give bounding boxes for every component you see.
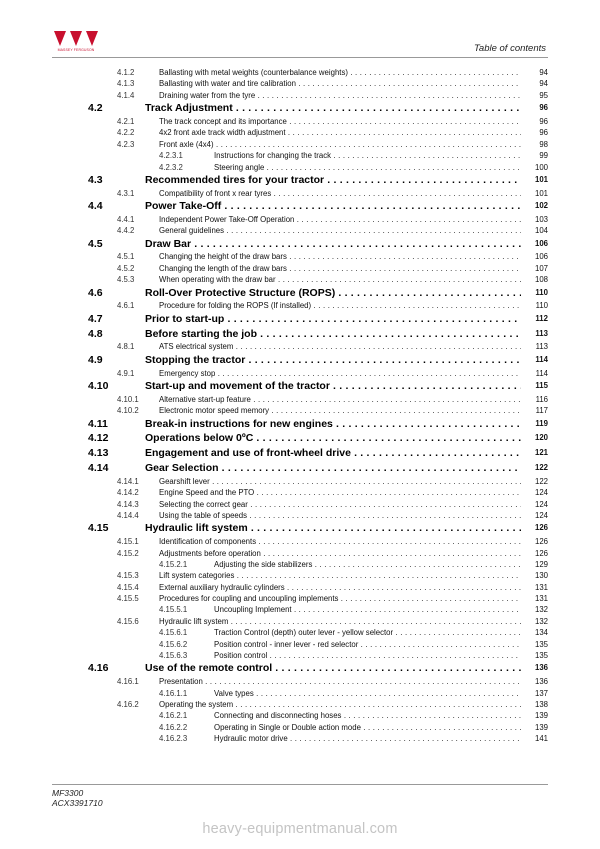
toc-entry-page: 95 <box>539 90 548 100</box>
toc-entry-title: Front axle (4x4) . . . <box>159 139 521 150</box>
toc-entry-title: Independent Power Take-Off Operation . . . <box>159 214 521 225</box>
toc-entry-page: 126 <box>534 537 548 547</box>
toc-entry-page: 96 <box>539 116 548 126</box>
toc-entry[interactable] <box>0 173 600 188</box>
toc-entry-page: 139 <box>534 722 548 732</box>
footer-divider <box>52 784 548 785</box>
toc-entry-title: Uncoupling Implement . . . <box>214 604 521 615</box>
toc-entry-page: 131 <box>534 594 548 604</box>
toc-entry-title: Changing the length of the draw bars . . . <box>159 263 521 274</box>
toc-entry-title: Stopping the tractor . . . <box>145 353 521 368</box>
toc-entry-title: Hydraulic lift system . . . <box>159 616 521 627</box>
toc-entry[interactable] <box>0 90 600 101</box>
toc-entry-title: Ballasting with metal weights (counterbalance weights) . . . <box>159 67 521 78</box>
toc-entry-title: Lift system categories . . . <box>159 570 521 581</box>
toc-entry-title: Recommended tires for your tractor . . . <box>145 173 521 188</box>
toc-entry-title: Gear Selection . . . <box>145 461 521 476</box>
toc-entry-number: 4.9.1 <box>117 368 135 378</box>
toc-entry-number: 4.14.2 <box>117 488 139 498</box>
toc-entry-number: 4.14.1 <box>117 476 139 486</box>
toc-entry[interactable] <box>0 559 600 570</box>
toc-entry[interactable] <box>0 616 600 627</box>
toc-entry[interactable] <box>0 263 600 274</box>
toc-entry-title: Engagement and use of front-wheel drive . . . <box>145 446 521 461</box>
toc-entry[interactable] <box>0 251 600 262</box>
toc-entry[interactable] <box>0 225 600 236</box>
toc-entry-number: 4.4 <box>88 200 103 213</box>
brand-logo-text: MASSEY FERGUSON <box>57 48 95 52</box>
toc-entry-number: 4.7 <box>88 312 103 325</box>
toc-entry-number: 4.10.2 <box>117 406 139 416</box>
toc-entry[interactable] <box>0 286 600 301</box>
toc-entry-page: 106 <box>534 252 548 262</box>
toc-entry-title: Electronic motor speed memory . . . <box>159 405 521 416</box>
toc-entry-title: Ballasting with water and tire calibration . . . <box>159 78 521 89</box>
toc-entry-page: 114 <box>535 368 548 378</box>
toc-entry-number: 4.15.6 <box>117 616 139 626</box>
toc-entry[interactable] <box>0 379 600 394</box>
toc-entry[interactable] <box>0 476 600 487</box>
toc-entry-title: Adjustments before operation . . . <box>159 548 521 559</box>
toc-entry-title: Instructions for changing the track . . . <box>214 150 521 161</box>
toc-entry-title: Position control . . . <box>214 650 521 661</box>
toc-entry-number: 4.5 <box>88 237 103 250</box>
toc-entry[interactable] <box>0 417 600 432</box>
toc-entry-title: Break-in instructions for new engines . . . <box>145 417 521 432</box>
toc-entry[interactable] <box>0 499 600 510</box>
toc-entry-title: Use of the remote control . . . <box>145 661 521 676</box>
toc-entry[interactable] <box>0 722 600 733</box>
toc-entry-title: Adjusting the side stabilizers . . . <box>214 559 521 570</box>
toc-entry-number: 4.15.1 <box>117 537 139 547</box>
toc-entry-title: 4x2 front axle track width adjustment . . . <box>159 127 521 138</box>
toc-entry-title: Position control - inner lever - red selector . . . <box>214 639 521 650</box>
toc-entry-number: 4.15.2 <box>117 548 139 558</box>
toc-entry-number: 4.5.3 <box>117 275 135 285</box>
toc-entry-page: 101 <box>534 174 548 184</box>
toc-entry-page: 122 <box>534 476 548 486</box>
toc-entry[interactable] <box>0 341 600 352</box>
toc-entry-title: Before starting the job . . . <box>145 327 521 342</box>
toc-entry-title: Presentation . . . <box>159 676 521 687</box>
toc-entry-page: 129 <box>534 559 548 569</box>
toc-entry-page: 138 <box>534 700 548 710</box>
toc-entry[interactable] <box>0 139 600 150</box>
toc-entry[interactable] <box>0 312 600 327</box>
footer-model: MF3300 <box>52 788 84 798</box>
toc-entry-page: 113 <box>535 342 548 352</box>
page-header-title: Table of contents <box>473 43 546 54</box>
toc-entry-page: 137 <box>534 688 548 698</box>
toc-entry[interactable] <box>0 199 600 214</box>
toc-entry-title: When operating with the draw bar . . . <box>159 274 521 285</box>
toc-entry-number: 4.12 <box>88 432 109 445</box>
toc-entry-number: 4.5.2 <box>117 263 135 273</box>
toc-entry[interactable] <box>0 237 600 252</box>
toc-entry-page: 136 <box>534 677 548 687</box>
toc-entry-number: 4.13 <box>88 447 109 460</box>
toc-entry-number: 4.16.2.2 <box>159 722 188 732</box>
toc-entry-title: Start-up and movement of the tractor . . . <box>145 379 521 394</box>
toc-entry-page: 131 <box>534 582 548 592</box>
toc-entry-page: 99 <box>539 151 548 161</box>
toc-entry-page: 116 <box>535 394 548 404</box>
toc-entry[interactable] <box>0 116 600 127</box>
toc-entry-number: 4.15.6.2 <box>159 639 188 649</box>
toc-entry-number: 4.1.2 <box>117 68 135 77</box>
toc-entry[interactable] <box>0 710 600 721</box>
toc-entry-title: Draining water from the tyre . . . <box>159 90 521 101</box>
toc-entry-title: Hydraulic motor drive . . . <box>214 733 521 744</box>
toc-entry[interactable] <box>0 510 600 521</box>
toc-entry-page: 113 <box>535 328 548 338</box>
toc-entry[interactable] <box>0 431 600 446</box>
toc-entry-title: Using the table of speeds . . . <box>159 510 521 521</box>
toc-entry-number: 4.15.6.1 <box>159 628 188 638</box>
toc-entry-number: 4.2 <box>88 102 103 115</box>
toc-entry-number: 4.15.3 <box>117 571 139 581</box>
toc-entry-page: 96 <box>539 128 548 138</box>
toc-entry[interactable] <box>0 536 600 547</box>
toc-entry-number: 4.16.2.3 <box>159 734 188 744</box>
toc-entry[interactable] <box>0 274 600 285</box>
toc-entry[interactable] <box>0 604 600 615</box>
toc-entry-title: Emergency stop . . . <box>159 368 521 379</box>
toc-entry-number: 4.16.2.1 <box>159 711 188 721</box>
toc-entry[interactable] <box>0 650 600 661</box>
toc-entry-number: 4.15.5 <box>117 594 139 604</box>
toc-entry-number: 4.10.1 <box>117 394 139 404</box>
toc-entry-page: 115 <box>535 381 548 391</box>
toc-entry-title: Selecting the correct gear . . . <box>159 499 521 510</box>
toc-entry-number: 4.14.4 <box>117 510 139 520</box>
toc-entry-page: 100 <box>534 162 548 172</box>
toc-entry[interactable] <box>0 78 600 89</box>
toc-entry-title: General guidelines . . . <box>159 225 521 236</box>
toc-entry-page: 110 <box>535 301 548 311</box>
toc-entry-number: 4.4.1 <box>117 214 135 224</box>
toc-entry-number: 4.15.2.1 <box>159 559 188 569</box>
toc-entry-page: 103 <box>534 214 548 224</box>
toc-entry-page: 135 <box>534 651 548 661</box>
toc-entry[interactable] <box>0 570 600 581</box>
toc-entry-page: 102 <box>534 201 548 211</box>
toc-entry-title: Gearshift lever . . . <box>159 476 521 487</box>
toc-entry-number: 4.16.1 <box>117 677 139 687</box>
toc-entry-title: ATS electrical system . . . <box>159 341 521 352</box>
toc-entry-title: Operating in Single or Double action mode . . . <box>214 722 521 733</box>
toc-entry-title: Roll-Over Protective Structure (ROPS) . . . <box>145 286 521 301</box>
toc-entry-number: 4.8 <box>88 327 103 340</box>
toc-entry-number: 4.16.1.1 <box>159 688 188 698</box>
toc-entry-number: 4.15.4 <box>117 582 139 592</box>
toc-entry-page: 98 <box>539 139 548 149</box>
table-of-contents <box>0 67 600 745</box>
toc-entry[interactable] <box>0 688 600 699</box>
toc-entry-title: Compatibility of front x rear tyres . . . <box>159 188 521 199</box>
toc-entry-title: Hydraulic lift system . . . <box>145 521 521 536</box>
toc-entry-page: 101 <box>534 188 548 198</box>
toc-entry-page: 114 <box>535 354 548 364</box>
toc-entry-page: 126 <box>534 523 548 533</box>
toc-entry-page: 134 <box>534 628 548 638</box>
toc-entry-number: 4.3.1 <box>117 188 135 198</box>
toc-entry-page: 132 <box>534 616 548 626</box>
toc-entry-page: 112 <box>535 313 548 323</box>
toc-entry-number: 4.8.1 <box>117 342 135 352</box>
toc-entry-page: 136 <box>534 663 548 673</box>
toc-entry[interactable] <box>0 446 600 461</box>
toc-entry-number: 4.1.4 <box>117 90 135 100</box>
toc-entry[interactable] <box>0 67 600 78</box>
toc-entry-number: 4.2.3.2 <box>159 162 183 172</box>
toc-entry-page: 106 <box>534 238 548 248</box>
toc-entry[interactable] <box>0 521 600 536</box>
toc-entry-number: 4.15.5.1 <box>159 605 188 615</box>
toc-entry-number: 4.2.3.1 <box>159 151 183 161</box>
toc-entry-title: Procedure for folding the ROPS (If installed) . . . <box>159 300 521 311</box>
toc-entry-title: Connecting and disconnecting hoses . . . <box>214 710 521 721</box>
header-divider <box>52 57 548 58</box>
toc-entry-page: 108 <box>534 275 548 285</box>
toc-entry[interactable] <box>0 582 600 593</box>
toc-entry[interactable] <box>0 733 600 744</box>
toc-entry[interactable] <box>0 214 600 225</box>
toc-entry-page: 122 <box>534 462 548 472</box>
toc-entry-page: 117 <box>535 406 548 416</box>
toc-entry-page: 139 <box>534 711 548 721</box>
toc-entry-number: 4.14 <box>88 461 109 474</box>
toc-entry-title: Alternative start-up feature . . . <box>159 394 521 405</box>
toc-entry[interactable] <box>0 300 600 311</box>
toc-entry-page: 132 <box>534 605 548 615</box>
toc-entry-title: Operating the system . . . <box>159 699 521 710</box>
toc-entry-page: 135 <box>534 639 548 649</box>
toc-entry-number: 4.2.1 <box>117 116 135 126</box>
toc-entry-page: 107 <box>534 263 548 273</box>
toc-entry-number: 4.4.2 <box>117 226 135 236</box>
toc-entry[interactable] <box>0 487 600 498</box>
toc-entry[interactable] <box>0 405 600 416</box>
toc-entry[interactable] <box>0 593 600 604</box>
toc-entry-page: 96 <box>539 103 548 113</box>
toc-entry[interactable] <box>0 639 600 650</box>
toc-entry-title: Valve types . . . <box>214 688 521 699</box>
toc-entry-page: 124 <box>534 488 548 498</box>
toc-entry-page: 126 <box>534 548 548 558</box>
toc-entry[interactable] <box>0 127 600 138</box>
toc-entry-number: 4.16.2 <box>117 700 139 710</box>
toc-entry[interactable] <box>0 150 600 161</box>
toc-entry-page: 121 <box>534 448 548 458</box>
toc-entry-title: Draw Bar . . . <box>145 237 521 252</box>
toc-entry-page: 120 <box>534 433 548 443</box>
toc-entry-title: Changing the height of the draw bars . . . <box>159 251 521 262</box>
toc-entry-page: 94 <box>539 79 548 89</box>
toc-entry-number: 4.6 <box>88 286 103 299</box>
toc-entry-page: 104 <box>534 226 548 236</box>
toc-entry-title: Identification of components . . . <box>159 536 521 547</box>
toc-entry-title: Operations below 0ºC . . . <box>145 431 521 446</box>
toc-entry-number: 4.1.3 <box>117 79 135 89</box>
toc-entry[interactable] <box>0 548 600 559</box>
toc-entry-number: 4.10 <box>88 380 109 393</box>
toc-entry-title: Engine Speed and the PTO . . . <box>159 487 521 498</box>
toc-entry-number: 4.6.1 <box>117 301 135 311</box>
toc-entry-title: Power Take-Off . . . <box>145 199 521 214</box>
toc-entry-title: Steering angle . . . <box>214 162 521 173</box>
toc-entry-page: 119 <box>535 418 548 428</box>
toc-entry-number: 4.15.6.3 <box>159 651 188 661</box>
toc-entry-page: 141 <box>534 734 548 744</box>
toc-entry-number: 4.15 <box>88 522 109 535</box>
toc-entry-page: 110 <box>535 287 548 297</box>
toc-entry-page: 124 <box>534 510 548 520</box>
toc-entry[interactable] <box>0 627 600 638</box>
toc-entry[interactable] <box>0 188 600 199</box>
toc-entry-title: Traction Control (depth) outer lever - yellow selector . . . <box>214 627 521 638</box>
toc-entry-number: 4.5.1 <box>117 252 135 262</box>
toc-entry-number: 4.9 <box>88 353 103 366</box>
toc-entry-number: 4.2.3 <box>117 139 135 149</box>
toc-entry[interactable] <box>0 461 600 476</box>
watermark-text: heavy-equipmentmanual.com <box>202 821 398 837</box>
toc-entry-page: 130 <box>534 571 548 581</box>
toc-entry[interactable] <box>0 327 600 342</box>
toc-entry-title: Track Adjustment . . . <box>145 101 521 116</box>
toc-entry-number: 4.3 <box>88 173 103 186</box>
toc-entry[interactable] <box>0 699 600 710</box>
toc-entry-title: Procedures for coupling and uncoupling implements . . . <box>159 593 521 604</box>
toc-entry-number: 4.11 <box>88 417 108 430</box>
toc-entry-number: 4.14.3 <box>117 499 139 509</box>
toc-entry[interactable] <box>0 101 600 116</box>
toc-entry-title: External auxiliary hydraulic cylinders . . . <box>159 582 521 593</box>
toc-entry-title: Prior to start-up . . . <box>145 312 521 327</box>
toc-entry[interactable] <box>0 353 600 368</box>
toc-entry-page: 124 <box>534 499 548 509</box>
toc-entry-number: 4.16 <box>88 662 109 675</box>
toc-entry[interactable] <box>0 661 600 676</box>
toc-entry[interactable] <box>0 676 600 687</box>
toc-entry[interactable] <box>0 162 600 173</box>
toc-entry-number: 4.2.2 <box>117 128 135 138</box>
toc-entry-page: 94 <box>539 68 548 77</box>
toc-entry-title: The track concept and its importance . . . <box>159 116 521 127</box>
toc-entry[interactable] <box>0 394 600 405</box>
toc-entry[interactable] <box>0 368 600 379</box>
footer-document-code: ACX3391710 <box>52 798 103 808</box>
